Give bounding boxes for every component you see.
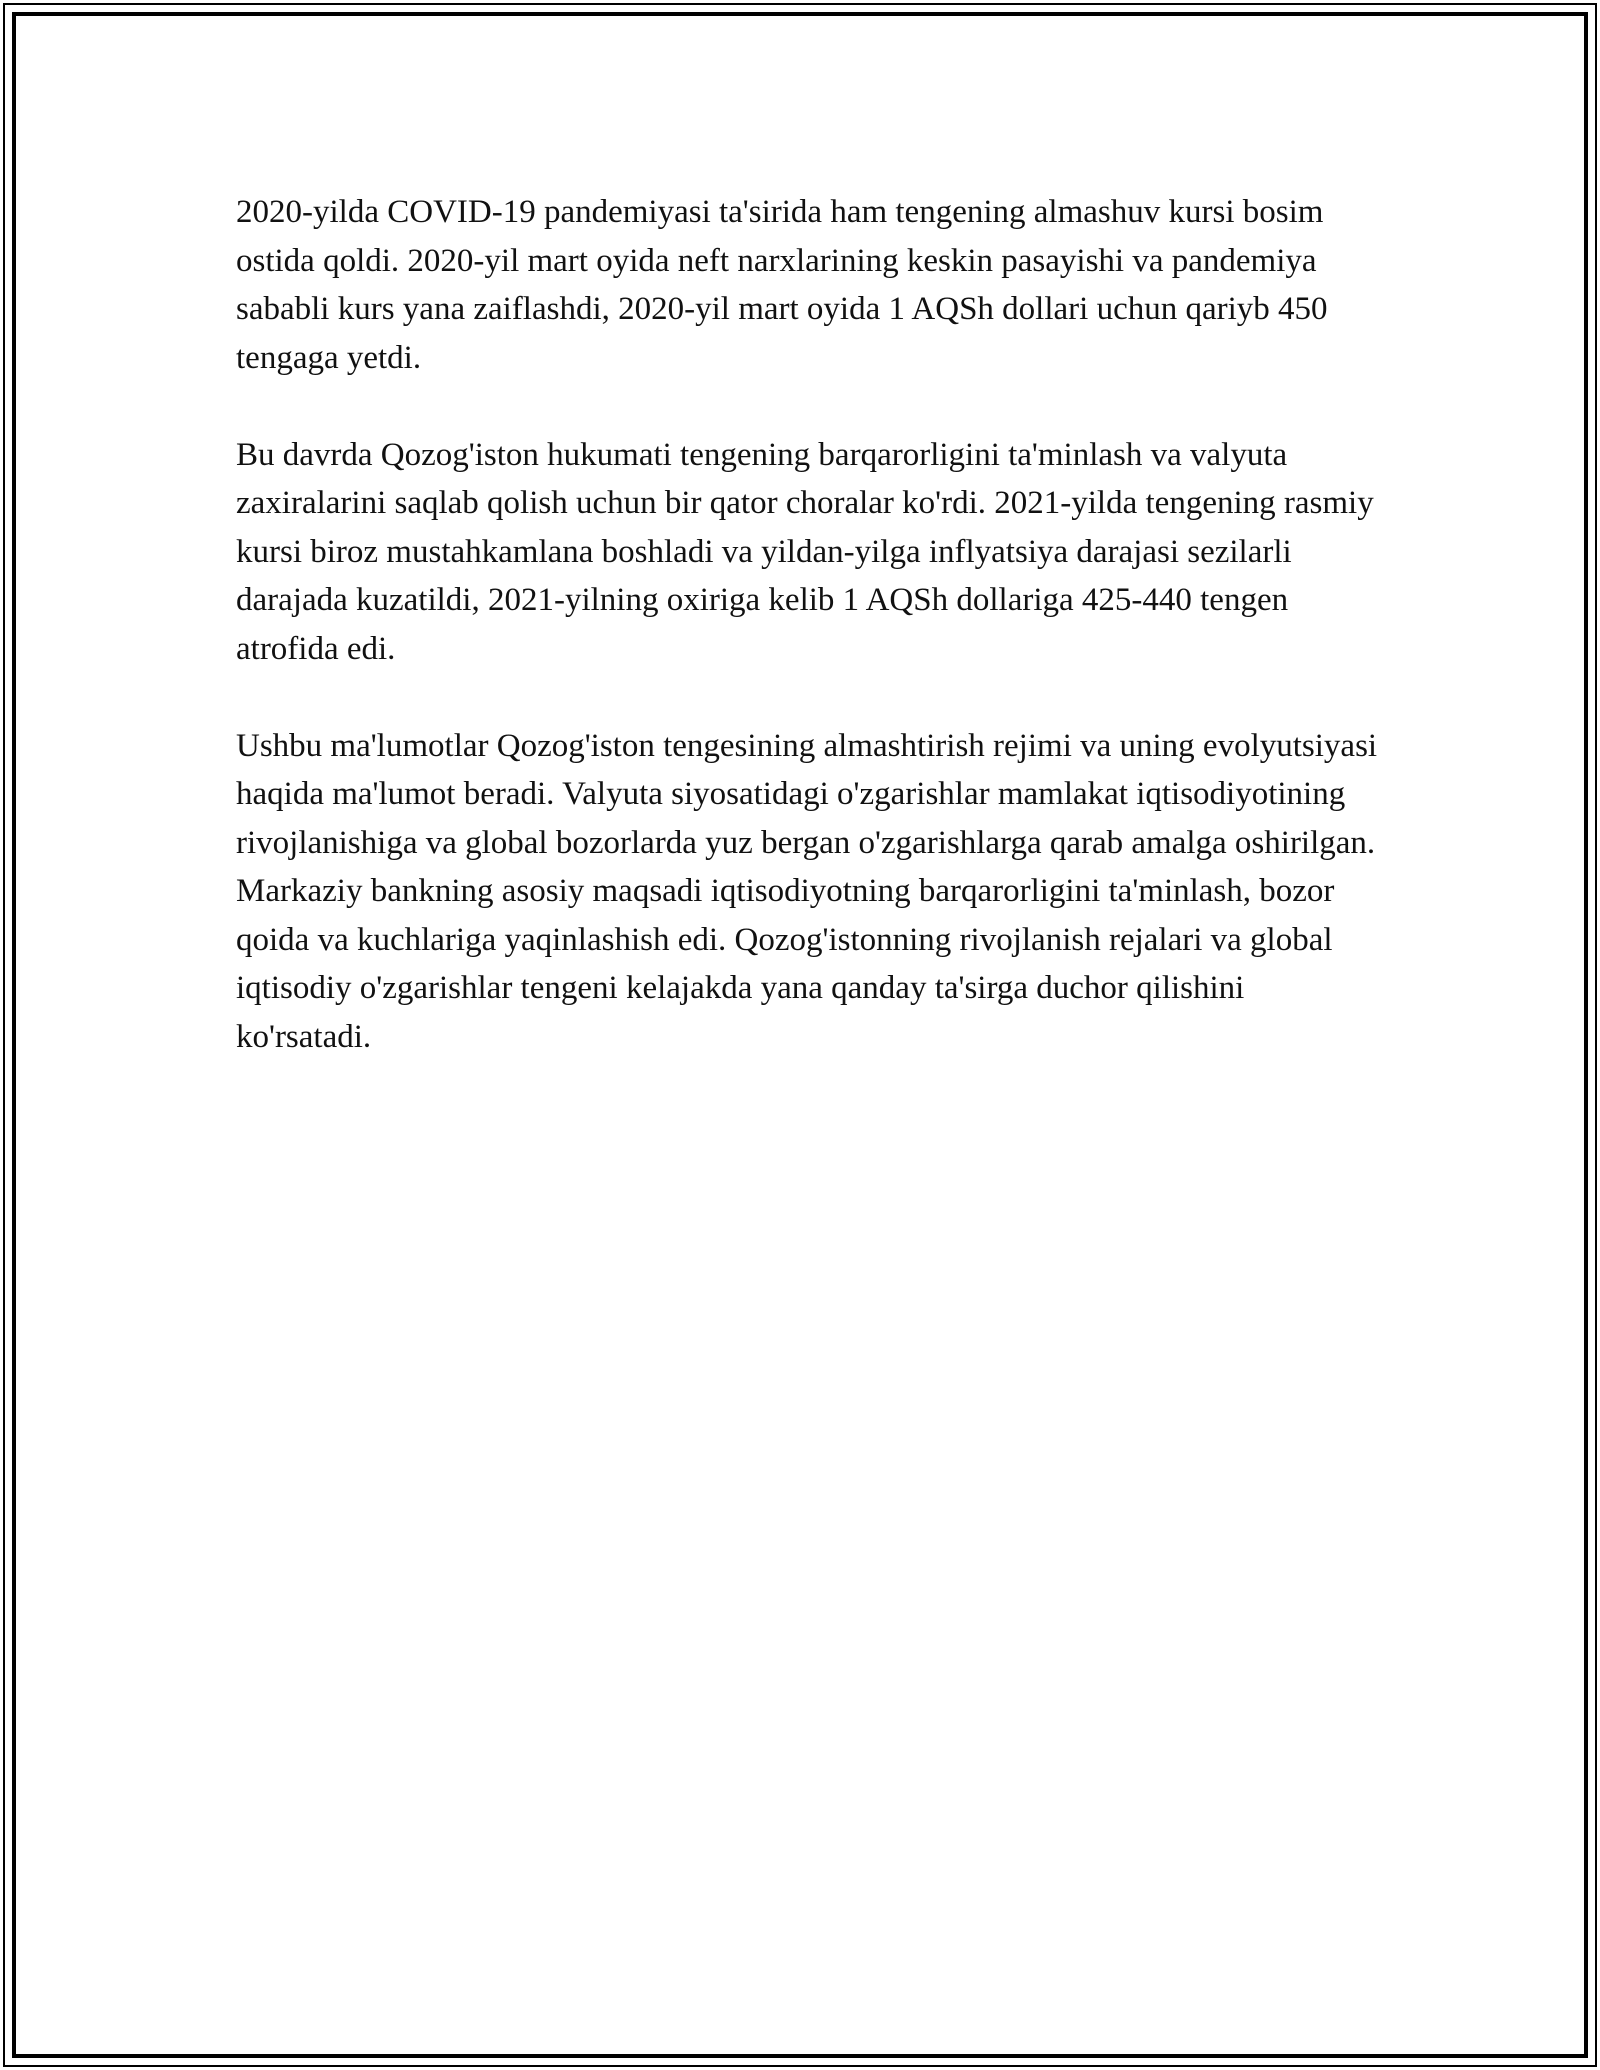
- document-body: [236, 188, 1386, 1061]
- paragraph-2: Bu davrda Qozog'iston hukumati tengening barqarorligini ta'minlash va valyuta zaxiralarini saqlab qolish uchun bir qator choralar ko'rdi. 2021-yilda tengening rasmiy kursi biroz mustahkamlana boshladi va yildan-yilga inflyatsiya darajasi sezilarli darajada kuzatildi, 2021-yilning oxiriga kelib 1 AQSh dollariga 425-440 tengen atrofida edi.: [236, 436, 1374, 667]
- paragraph-1: 2020-yilda COVID-19 pandemiyasi ta'sirida ham tengening almashuv kursi bosim ostida qoldi. 2020-yil mart oyida neft narxlarining keskin pasayishi va pandemiya sababli kurs yana zaiflashdi, 2020-yil mart oyida 1 AQSh dollari uchun qariyb 450 tengaga yetdi.: [236, 194, 1328, 376]
- paragraph-3: Ushbu ma'lumotlar Qozog'iston tengesining almashtirish rejimi va uning evolyutsiyasi haqida ma'lumot beradi. Valyuta siyosatidagi o'zgarishlar mamlakat iqtisodiyotining rivojlanishiga va global bozorlarda yuz bergan o'zgarishlarga qarab amalga oshirilgan. Markaziy bankning asosiy maqsadi iqtisodiyotning barqarorligini ta'minlash, bozor qoida va kuchlariga yaqinlashish edi. Qozog'istonning rivojlanish rejalari va global iqtisodiy o'zgarishlar tengeni kelajakda yana qanday ta'sirga duchor qilishini ko'rsatadi.: [236, 727, 1378, 1055]
